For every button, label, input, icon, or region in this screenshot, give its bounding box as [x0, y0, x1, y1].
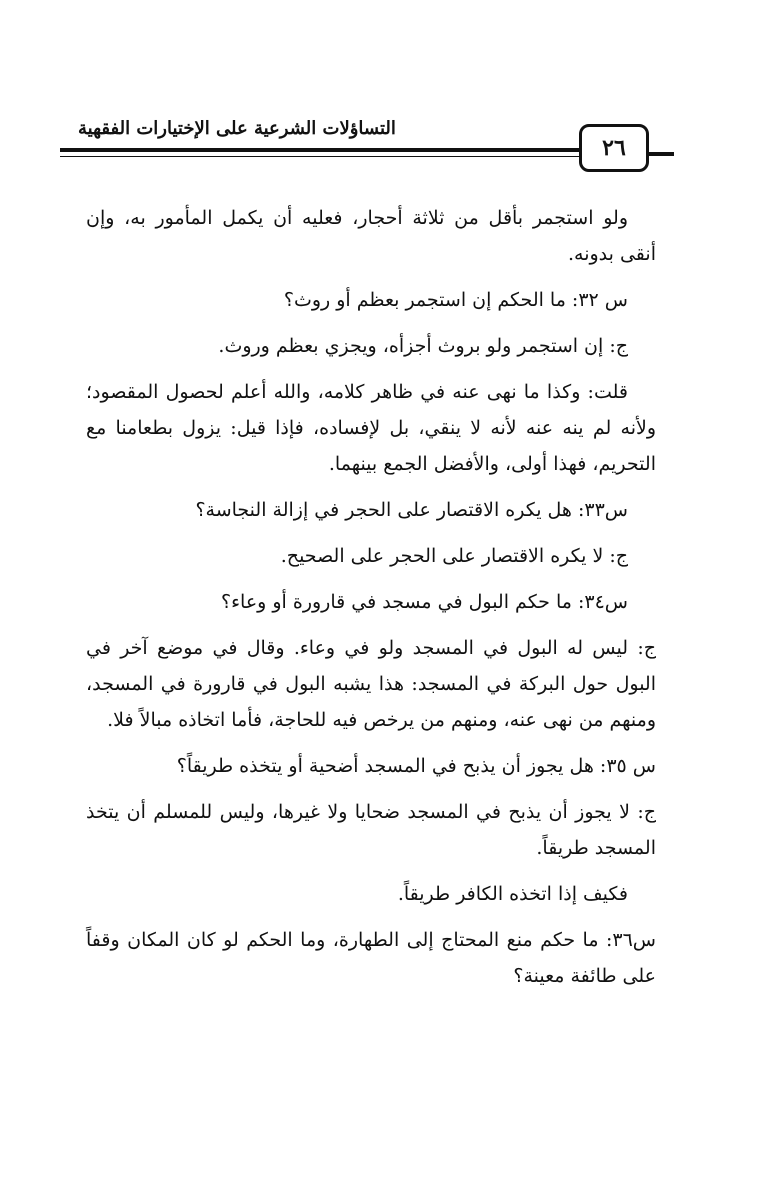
page-number-rule — [646, 152, 674, 156]
question-33: س٣٣: هل يكره الاقتصار على الحجر في إزالة النجاسة؟ — [195, 499, 628, 521]
header-rule-thick — [60, 148, 582, 152]
page-number: ٢٦ — [579, 124, 649, 172]
header-rule-thin — [60, 156, 582, 157]
paragraph-followup: فكيف إذا اتخذه الكافر طريقاً. — [397, 883, 628, 905]
question-34: س٣٤: ما حكم البول في مسجد في قارورة أو وعاء؟ — [221, 591, 628, 613]
answer-32: ج: إن استجمر ولو بروث أجزأه، ويجزي بعظم وروث. — [218, 335, 628, 357]
answer-34: ج: ليس له البول في المسجد ولو في وعاء. وقال في موضع آخر في البول حول البركة في المسجد: هذا يشبه البول في قارورة في المسجد، ومنهم من نهى عنه، ومنهم من يرخص فيه للحاجة، فأما اتخاذه مبالاً فلا. — [86, 637, 656, 731]
answer-35: ج: لا يجوز أن يذبح في المسجد ضحايا ولا غيرها، وليس للمسلم أن يتخذ المسجد طريقاً. — [86, 801, 656, 859]
page-body — [86, 200, 656, 1004]
answer-33: ج: لا يكره الاقتصار على الحجر على الصحيح. — [280, 545, 628, 567]
question-36: س٣٦: ما حكم منع المحتاج إلى الطهارة، وما الحكم لو كان المكان وقفاً على طائفة معينة؟ — [86, 929, 656, 987]
page-header — [60, 112, 672, 182]
question-35: س ٣٥: هل يجوز أن يذبح في المسجد أضحية أو يتخذه طريقاً؟ — [176, 755, 656, 777]
paragraph: ولو استجمر بأقل من ثلاثة أحجار، فعليه أن يكمل المأمور به، وإن أنقى بدونه. — [86, 207, 656, 265]
question-32: س ٣٢: ما الحكم إن استجمر بعظم أو روث؟ — [283, 289, 628, 311]
commentary: قلت: وكذا ما نهى عنه في ظاهر كلامه، والله أعلم لحصول المقصود؛ ولأنه لم ينه عنه لأنه لا ينقي، بل لإفساده، فإذا قيل: يزول بطعامنا مع التحريم، فهذا أولى، والأفضل الجمع بينهما. — [86, 381, 656, 475]
running-title: التساؤلات الشرعية على الإختيارات الفقهية — [78, 118, 396, 139]
